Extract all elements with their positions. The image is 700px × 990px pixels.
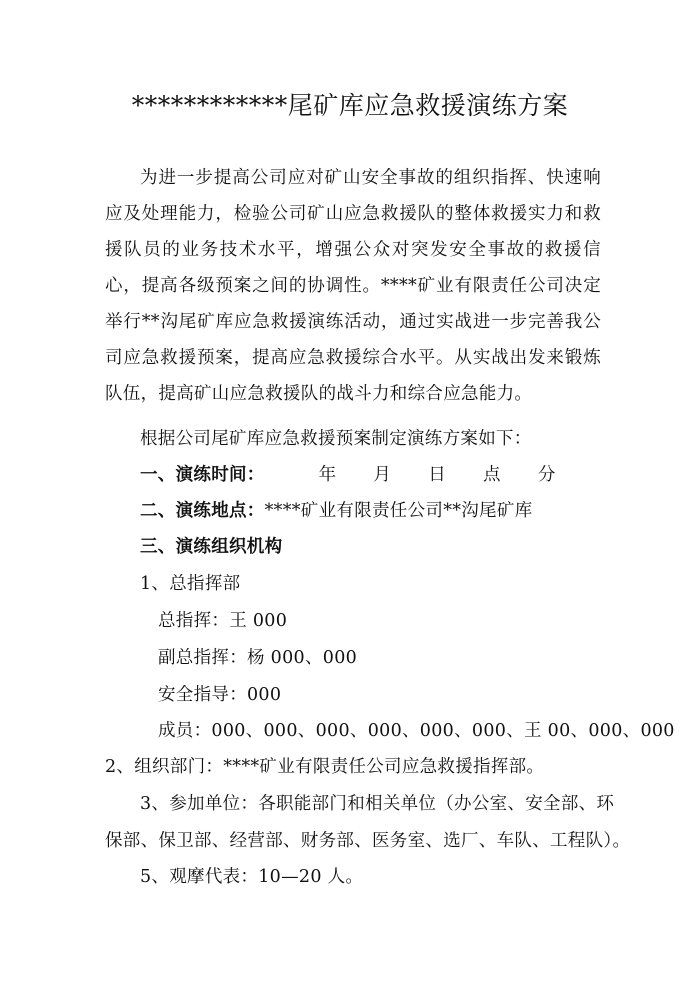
section-drill-time-label: 一、演练时间：	[140, 465, 265, 485]
hq-deputy-commander: 副总指挥：杨 000、000	[158, 648, 358, 668]
hq-commander: 总指挥：王 000	[158, 611, 288, 631]
observers-line: 5、观摩代表：10—20 人。	[140, 867, 364, 887]
time-month-label: 月	[373, 465, 392, 485]
section-organization: 三、演练组织机构	[140, 537, 283, 557]
time-year-label: 年	[318, 465, 337, 485]
hq-members: 成员：000、000、000、000、000、000、王 00、000、000	[158, 721, 675, 741]
section-drill-time	[140, 461, 556, 486]
organizing-department: 2、组织部门：****矿业有限责任公司应急救援指挥部。	[105, 757, 545, 777]
hq-heading: 1、总指挥部	[140, 574, 241, 594]
time-minute-label: 分	[537, 465, 556, 485]
section-drill-location-label: 二、演练地点：	[140, 501, 265, 521]
document-title: ************尾矿库应急救援演练方案	[131, 91, 569, 120]
basis-line: 根据公司尾矿库应急救援预案制定演练方案如下：	[140, 429, 532, 449]
hq-safety-guide: 安全指导：000	[158, 685, 282, 705]
section-drill-location	[140, 497, 533, 522]
participants-line-2: 保部、保卫部、经营部、财务部、医务室、选厂、车队、工程队）。	[105, 831, 631, 851]
participants-line-1: 3、参加单位：各职能部门和相关单位（办公室、安全部、环	[140, 794, 615, 814]
drill-location-value: ****矿业有限责任公司**沟尾矿库	[264, 501, 533, 521]
time-day-label: 日	[428, 465, 447, 485]
intro-paragraph: 为进一步提高公司应对矿山安全事故的组织指挥、快速响应及处理能力，检验公司矿山应急救援队的整体救援实力和救援队员的业务技术水平，增强公众对突发安全事故的救援信心，提高各级预案之间的协调性。****矿业有限责任公司决定举行**沟尾矿库应急救援演练活动，通过实战进一步完善我公司应急救援预案，提高应急救援综合水平。从实战出发来锻炼队伍，提高矿山应急救援队的战斗力和综合应急能力。	[105, 168, 601, 404]
time-hour-label: 点	[483, 465, 501, 485]
